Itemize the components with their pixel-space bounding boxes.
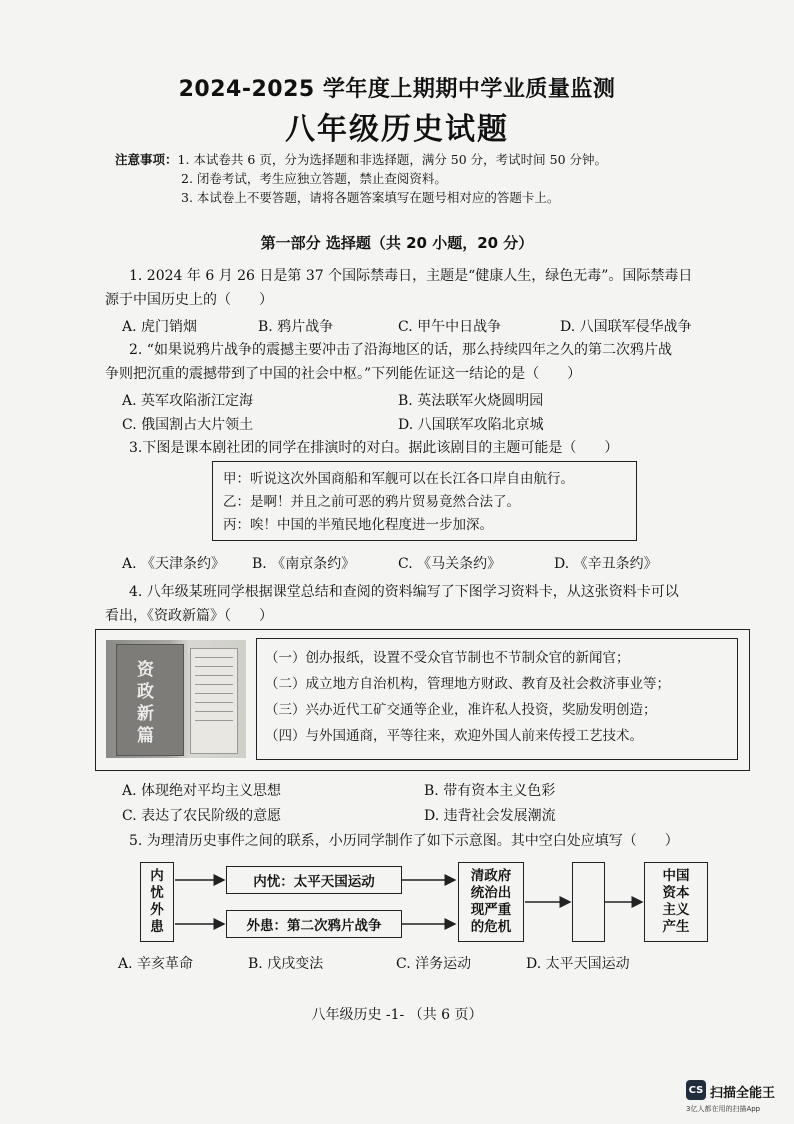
q4-card-item: （一）创办报纸，设置不受众官节制也不节制众官的新闻官； — [265, 650, 630, 666]
q5-flow-diagram — [130, 860, 730, 946]
q3-dialog-line: 丙：唉！中国的半殖民地化程度进一步加深。 — [223, 517, 493, 533]
q2-option-b[interactable]: B. 英法联军火烧圆明园 — [398, 393, 544, 409]
q3-option-b[interactable]: B. 《南京条约》 — [252, 556, 356, 572]
q2-option-a[interactable]: A. 英军攻陷浙江定海 — [122, 393, 254, 409]
question-2-line1: 2. “如果说鸦片战争的震撼主要冲击了沿海地区的话，那么持续四年之久的第二次鸦片战 — [129, 342, 672, 358]
page-footer: 八年级历史 -1- （共 6 页） — [311, 1007, 483, 1023]
book-cover — [116, 644, 184, 756]
exam-title-line1: 2024-2025 学年度上期期中学业质量监测 — [178, 77, 616, 102]
q1-option-d[interactable]: D. 八国联军侵华战争 — [560, 319, 692, 335]
book-page — [190, 648, 238, 754]
q3-dialog-line: 甲：听说这次外国商船和军舰可以在长江各口岸自由航行。 — [223, 471, 574, 487]
q3-option-d[interactable]: D. 《辛丑条约》 — [554, 556, 658, 572]
q3-dialog-box — [212, 461, 637, 541]
question-1 — [105, 264, 755, 312]
exam-notes — [115, 150, 607, 207]
diagram-arrows — [130, 860, 730, 946]
q4-option-b[interactable]: B. 带有资本主义色彩 — [424, 783, 556, 799]
q1-option-a[interactable]: A. 虎门销烟 — [122, 319, 198, 335]
question-5-line1: 5. 为理清历史事件之间的联系，小历同学制作了如下示意图。其中空白处应填写（ ） — [129, 833, 679, 849]
q1-option-c[interactable]: C. 甲午中日战争 — [398, 319, 502, 335]
q3-option-c[interactable]: C. 《马关条约》 — [398, 556, 502, 572]
q3-option-a[interactable]: A. 《天津条约》 — [122, 556, 226, 572]
diagram-node-top: 内忧：太平天国运动 — [226, 866, 402, 894]
diagram-node-middle: 清政府统治出现严重的危机 — [458, 862, 524, 942]
q5-option-b[interactable]: B. 戊戌变法 — [248, 956, 324, 972]
question-1-line1: 1. 2024 年 6 月 26 日是第 37 个国际禁毒日，主题是“健康人生，绿色无毒”。国际禁毒日 — [129, 268, 693, 284]
section-title: 第一部分 选择题（共 20 小题，20 分） — [260, 234, 534, 252]
q4-option-c[interactable]: C. 表达了农民阶级的意愿 — [122, 808, 282, 824]
watermark-subtitle: 3亿人都在用的扫描App — [686, 1105, 761, 1113]
question-3-line1: 3.下图是课本剧社团的同学在排演时的对白。据此该剧目的主题可能是（ ） — [129, 440, 619, 456]
diagram-node-blank — [572, 862, 605, 942]
camscanner-logo-icon: CS — [686, 1080, 706, 1100]
note-item-2: 2. 闭卷考试，考生应独立答题，禁止查阅资料。 — [181, 171, 447, 186]
q4-card-item: （四）与外国通商，平等往来，欢迎外国人前来传授工艺技术。 — [265, 728, 643, 744]
note-item-3: 3. 本试卷上不要答题，请将各题答案填写在题号相对应的答题卡上。 — [181, 190, 560, 205]
watermark-name: 扫描全能王 — [710, 1086, 776, 1101]
q4-card-text — [256, 638, 738, 760]
q4-study-card — [95, 629, 750, 771]
question-1-line2: 源于中国历史上的（ ） — [105, 292, 273, 308]
q4-option-d[interactable]: D. 违背社会发展潮流 — [424, 808, 556, 824]
question-4-line2: 看出，《资政新篇》（ ） — [105, 608, 273, 624]
q4-option-a[interactable]: A. 体现绝对平均主义思想 — [122, 783, 282, 799]
book-cover-title: 资政新篇 — [137, 660, 154, 746]
exam-title-line2: 八年级历史试题 — [285, 112, 509, 147]
diagram-node-right: 中国资本主义产生 — [644, 862, 708, 942]
q4-card-item: （二）成立地方自治机构，管理地方财政、教育及社会救济事业等； — [265, 676, 670, 692]
question-2-line2: 争则把沉重的震撼带到了中国的社会中枢。”下列能佐证这一结论的是（ ） — [105, 366, 582, 382]
q2-option-d[interactable]: D. 八国联军攻陷北京城 — [398, 417, 544, 433]
note-item-1: 1. 本试卷共 6 页，分为选择题和非选择题，满分 50 分，考试时间 50 分钟。 — [177, 152, 608, 167]
q3-dialog-line: 乙：是啊！并且之前可恶的鸦片贸易竟然合法了。 — [223, 494, 520, 510]
q5-option-d[interactable]: D. 太平天国运动 — [526, 956, 630, 972]
diagram-node-left: 内忧外患 — [140, 862, 174, 942]
question-2 — [105, 338, 755, 386]
question-3 — [105, 436, 755, 460]
q2-option-c[interactable]: C. 俄国割占大片领土 — [122, 417, 254, 433]
book-image — [106, 640, 246, 758]
q1-option-b[interactable]: B. 鸦片战争 — [258, 319, 334, 335]
q5-option-a[interactable]: A. 辛亥革命 — [118, 956, 194, 972]
question-5 — [105, 829, 755, 853]
q4-card-item: （三）兴办近代工矿交通等企业，准许私人投资，奖励发明创造； — [265, 702, 657, 718]
question-4 — [105, 580, 755, 628]
diagram-node-bottom: 外患：第二次鸦片战争 — [226, 910, 402, 938]
question-4-line1: 4. 八年级某班同学根据课堂总结和查阅的资料编写了下图学习资料卡，从这张资料卡可以 — [129, 584, 679, 600]
notes-label: 注意事项： — [115, 152, 178, 167]
q5-option-c[interactable]: C. 洋务运动 — [396, 956, 472, 972]
